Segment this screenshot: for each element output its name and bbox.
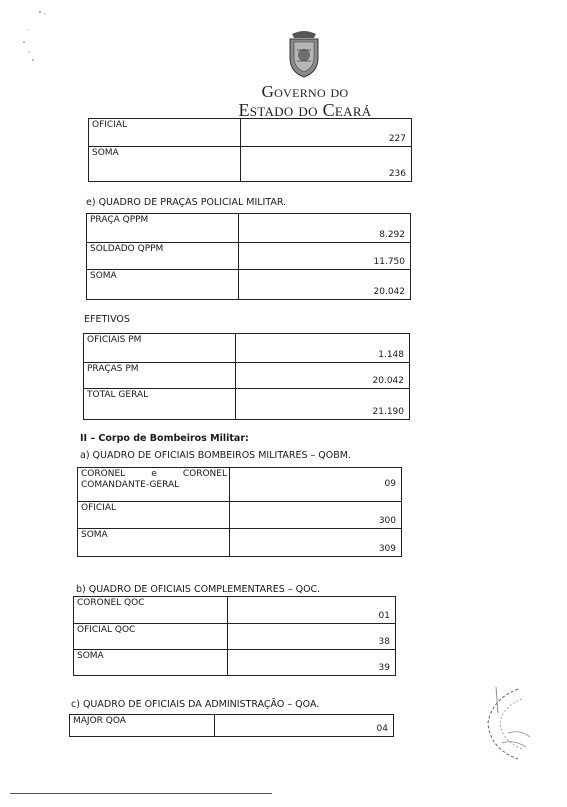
coat-of-arms-icon xyxy=(284,28,324,78)
table-row xyxy=(74,650,396,676)
table-row xyxy=(74,624,396,650)
row-value: 236 xyxy=(241,147,412,182)
table-row xyxy=(87,243,411,270)
footer-divider xyxy=(10,793,272,794)
section-c-heading: c) QUADRO DE OFICIAIS DA ADMINISTRAÇÃO – QOA. xyxy=(71,699,320,710)
row-value: 227 xyxy=(241,119,412,147)
row-label: OFICIAL QOC xyxy=(74,624,228,650)
row-label: SOMA xyxy=(74,650,228,676)
section-b-heading: b) QUADRO DE OFICIAIS COMPLEMENTARES – QOC. xyxy=(76,584,321,595)
scan-specks-icon xyxy=(20,8,50,68)
row-value: 04 xyxy=(215,715,394,737)
table-row xyxy=(70,715,394,737)
header-line-2: Estado do Ceará xyxy=(238,100,372,120)
header-line-1: Governo do xyxy=(261,82,349,101)
row-label-part: CORONEL xyxy=(81,469,126,479)
efetivos-heading: EFETIVOS xyxy=(84,314,130,325)
row-label: CORONEL QOC xyxy=(74,597,228,624)
row-value: 09 xyxy=(230,468,402,502)
row-value: 20.042 xyxy=(236,363,410,389)
row-value: 39 xyxy=(228,650,396,676)
row-value: 300 xyxy=(230,502,402,529)
table-row xyxy=(84,363,410,389)
table-row xyxy=(84,334,410,363)
row-label: OFICIAIS PM xyxy=(84,334,236,363)
row-label-line2: COMANDANTE-GERAL xyxy=(81,480,180,490)
table-row xyxy=(89,119,412,147)
round-stamp-icon xyxy=(478,683,548,763)
quadro-pracas-table xyxy=(86,213,411,300)
row-value: 21.190 xyxy=(236,389,410,420)
row-label: PRAÇAS PM xyxy=(84,363,236,389)
row-label: OFICIAL xyxy=(78,502,230,529)
row-value: 309 xyxy=(230,529,402,557)
table-row xyxy=(78,468,402,502)
row-value: 01 xyxy=(228,597,396,624)
table-row xyxy=(74,597,396,624)
row-label: TOTAL GERAL xyxy=(84,389,236,420)
row-label: PRAÇA QPPM xyxy=(87,214,239,243)
section-a-heading: a) QUADRO DE OFICIAIS BOMBEIROS MILITARES – QOBM. xyxy=(80,450,352,461)
row-label: SOMA xyxy=(78,529,230,557)
row-label-part: e xyxy=(151,469,157,479)
row-value: 11.750 xyxy=(239,243,411,270)
row-value: 20.042 xyxy=(239,270,411,300)
table-row xyxy=(78,529,402,557)
row-value: 38 xyxy=(228,624,396,650)
government-header xyxy=(205,82,405,120)
row-value: 1.148 xyxy=(236,334,410,363)
previous-quadro-table xyxy=(88,118,412,182)
quadro-qoc-table xyxy=(73,596,396,676)
table-row xyxy=(87,214,411,243)
row-label: SOLDADO QPPM xyxy=(87,243,239,270)
table-row xyxy=(78,502,402,529)
row-label: SOMA xyxy=(87,270,239,300)
section-e-heading: e) QUADRO DE PRAÇAS POLICIAL MILITAR. xyxy=(86,197,287,208)
table-row xyxy=(89,147,412,182)
table-row xyxy=(87,270,411,300)
row-label xyxy=(78,468,230,502)
section-ii-heading: II – Corpo de Bombeiros Militar: xyxy=(80,433,249,444)
row-value: 8.292 xyxy=(239,214,411,243)
row-label: SOMA xyxy=(89,147,241,182)
quadro-qoa-table xyxy=(69,714,394,737)
row-label: OFICIAL xyxy=(89,119,241,147)
table-row xyxy=(84,389,410,420)
efetivos-table xyxy=(83,333,410,420)
quadro-qobm-table xyxy=(77,467,402,557)
row-label: MAJOR QOA xyxy=(70,715,215,737)
row-label-part: CORONEL xyxy=(182,469,227,479)
